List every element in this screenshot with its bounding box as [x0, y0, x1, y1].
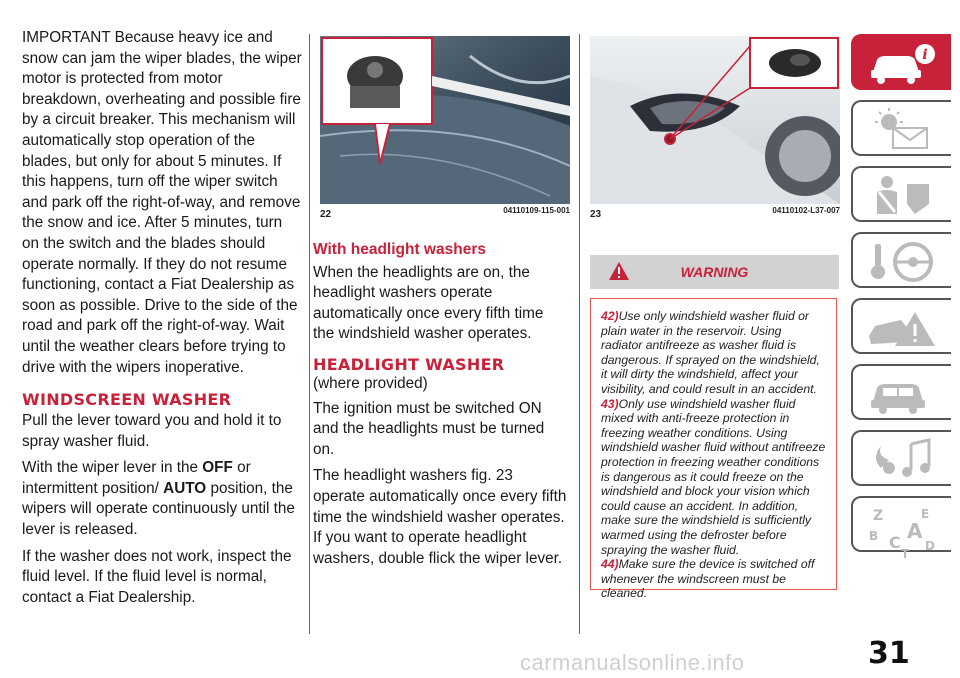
car-service-icon — [867, 372, 939, 416]
tab-car-info[interactable] — [851, 34, 951, 90]
index-letter-c: C — [889, 533, 901, 552]
figure-23-code: 04110102-L37-007 — [772, 206, 840, 215]
key-steering-wheel-icon — [867, 240, 939, 284]
figure-23-number: 23 — [590, 209, 602, 220]
column-divider-2 — [579, 34, 580, 634]
page-number: 31 — [868, 636, 910, 671]
warning-item-42: 42)Use only windshield washer fluid or plain water in the reservoir. Using radiator antifreeze as washer fluid is dangerous. If sprayed on the windshield, it will dirty the windshield, affect your visibility, and could result in an accident. — [601, 309, 820, 396]
warning-title: WARNING — [680, 264, 749, 280]
warning-item-44: 44)Make sure the device is switched off whenever the windscreen must be cleaned. — [601, 557, 815, 601]
lights-envelope-icon — [867, 108, 939, 152]
washer-paragraph-1: Pull the lever toward you and hold it to spray washer fluid. — [22, 412, 282, 450]
wrench-music-icon — [867, 438, 939, 482]
headlight-paragraph-3: The headlight washers fig. 23 operate automatically once every fifth time the windshield washer operates. If you want to operate headlight washers, double flick the wiper lever. — [313, 467, 567, 567]
headlight-washer-heading: HEADLIGHT WASHER — [313, 354, 505, 374]
windscreen-washer-heading: WINDSCREEN WASHER — [22, 390, 232, 410]
tab-maintenance[interactable] — [851, 364, 951, 420]
car-info-icon — [867, 42, 939, 86]
svg-text:i: i — [922, 47, 928, 63]
tab-multimedia[interactable] — [851, 430, 951, 486]
seatbelt-airbag-icon — [867, 174, 939, 218]
column-1 — [22, 28, 302, 614]
index-letter-d: D — [925, 539, 935, 553]
figure-23-caption — [590, 206, 840, 220]
car-crash-warning-icon — [867, 306, 939, 350]
headlight-paragraph-1: When the headlights are on, the headlight washers operate automatically once every fifth time the windshield washer operates. — [313, 263, 544, 343]
column-divider-1 — [309, 34, 310, 634]
tab-emergency[interactable] — [851, 298, 951, 354]
tab-safety[interactable] — [851, 166, 951, 222]
auto-label: AUTO — [163, 479, 207, 497]
figure-22-number: 22 — [320, 209, 332, 220]
column-2 — [313, 240, 568, 575]
important-paragraph: IMPORTANT Because heavy ice and snow can jam the wiper blades, the wiper motor is protected from motor breakdown, overheating and possible fire by a circuit breaker. This mechanism will automatically stop operation of the blades, but only for about 5 minutes. If this happens, turn off the wiper switch and park off the right-of-way, and remove the snow and ice. After 5 minutes, turn on the switch and the blades should operate normally. If they do not resume functioning, contact a Fiat Dealership as soon as possible. Drive to the side of the road and park off the right-of-way. Wait until the weather clears before trying to drive with the wipers inoperative. — [22, 29, 302, 376]
alphabet-index-icon — [867, 504, 939, 558]
with-headlight-washers-subheading: With headlight washers — [313, 241, 486, 258]
warning-header — [590, 255, 839, 289]
figure-22-image — [320, 36, 570, 204]
figure-22-caption — [320, 206, 570, 220]
index-letter-z: Z — [873, 508, 884, 524]
tab-lights[interactable] — [851, 100, 951, 156]
headlight-paragraph-2: The ignition must be switched ON and the headlights must be turned on. — [313, 399, 545, 458]
watermark: carmanualsonline.info — [520, 650, 745, 675]
figure-22-code: 04110109-115-001 — [503, 206, 570, 215]
warning-item-43: 43)Only use windshield washer fluid mixed with anti-freeze protection in freezing weather conditions. Using windshield washer fluid without antifreeze protection in freezing weather conditions is dangerous as it could freeze on the windshield and block your vision which could cause an accident. In addition, make sure the windshield is sufficiently warmed using the defroster before spraying the washer fluid. — [601, 396, 826, 557]
index-letter-e: E — [921, 507, 930, 521]
index-letter-t: T — [901, 547, 910, 558]
off-label: OFF — [202, 459, 233, 477]
washer-paragraph-2: With the wiper lever in the OFF or intermittent position/ AUTO position, the wipers will operate continuously until the lever is released. — [22, 459, 295, 539]
tab-starting-driving[interactable] — [851, 232, 951, 288]
washer-paragraph-3: If the washer does not work, inspect the fluid level. If the fluid level is normal, contact a Fiat Dealership. — [22, 547, 292, 606]
tab-index[interactable] — [851, 496, 951, 558]
index-letter-a: A — [907, 519, 923, 543]
warning-box — [590, 298, 837, 601]
where-provided-note: (where provided) — [313, 374, 428, 392]
figure-23-image — [590, 36, 840, 204]
index-letter-b: B — [869, 529, 879, 543]
